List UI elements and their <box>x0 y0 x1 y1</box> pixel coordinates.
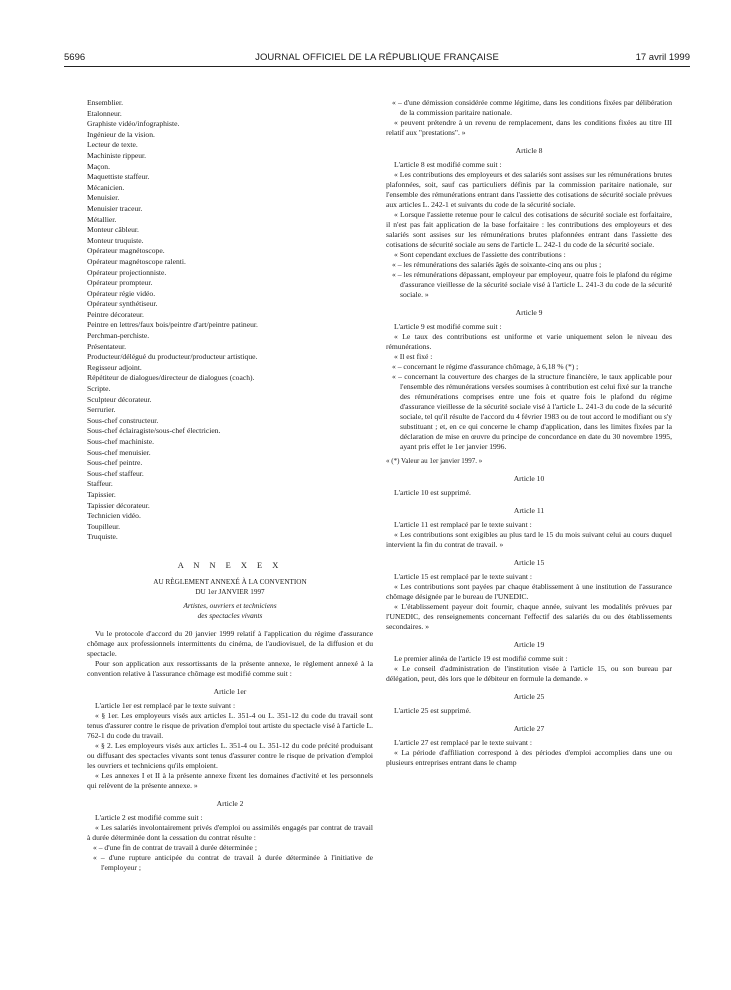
article-paragraph: « Il est fixé : <box>394 352 433 361</box>
profession-item: Menuisier traceur. <box>87 203 143 213</box>
annex-scope-line1: Artistes, ouvriers et techniciens <box>183 600 277 610</box>
profession-item: Opérateur projectionniste. <box>87 267 167 277</box>
dash-item: « – d'une fin de contrat de travail à durée déterminée ; <box>93 842 257 852</box>
profession-item: Menuisier. <box>87 193 120 203</box>
profession-item: Scripte. <box>87 384 111 394</box>
footnote: « (*) Valeur au 1er janvier 1997. » <box>386 457 483 465</box>
page-header <box>64 52 690 66</box>
profession-item: Sous-chef constructeur. <box>87 415 159 425</box>
dash-item: « – concernant la couverture des charges de la structure financière, le taux applicable pour l'ensemble des rémunérations versées soumises à contribution est celui fixé sur la tranche des rémunérations comprises entre une fois et quatre fois le plafond du régime d'assurance vieillesse de la sécurité sociale visé à l'article L. 241-3 du code de la sécurité sociale, tel qu'il résulte de l'accord du 4 février 1983 ou de tout accord le modifiant ou s'y substituant ; et, en ce qui concerne le champ d'application, dans les limites fixées par la déclaration de mise en œuvre du principe de concordance en date du 30 novembre 1995, ayant pris effet le 1er janvier 1996. <box>392 372 672 451</box>
profession-item: Présentateur. <box>87 341 127 351</box>
profession-item: Opérateur synthétiseur. <box>87 299 158 309</box>
profession-item: Opérateur régie vidéo. <box>87 288 156 298</box>
annex-scope-line2: des spectacles vivants <box>197 610 263 620</box>
article-intro: Le premier alinéa de l'article 19 est modifié comme suit : <box>394 654 568 663</box>
profession-item: Peintre en lettres/faux bois/peintre d'art/peintre patineur. <box>87 320 258 330</box>
article-paragraph: « La période d'affiliation correspond à des périodes d'emploi accomplies dans une ou plusieurs entreprises entrant dans le champ <box>386 748 672 767</box>
profession-item: Maçon. <box>87 161 110 171</box>
profession-item: Ingénieur de la vision. <box>87 129 155 139</box>
intro-paragraph: Vu le protocole d'accord du 20 janvier 1999 relatif à l'application du régime d'assurance chômage aux professionnels intermittents du cinéma, de l'audiovisuel, de la diffusion et du spectacle. <box>87 628 373 658</box>
profession-item: Toupilleur. <box>87 521 121 531</box>
article-paragraph: « Les annexes I et II à la présente annexe fixent les domaines d'activité et les personnels qui relèvent de la présente annexe. » <box>87 770 373 790</box>
article-heading: Article 25 <box>513 692 545 701</box>
profession-item: Tapissier décorateur. <box>87 500 150 510</box>
article-paragraph: « Sont cependant exclues de l'assiette des contributions : <box>394 250 566 259</box>
profession-item: Truquiste. <box>87 532 118 542</box>
profession-item: Répétiteur de dialogues/directeur de dialogues (coach). <box>87 373 255 383</box>
article-intro: L'article 2 est modifié comme suit : <box>95 812 203 822</box>
profession-item: Opérateur magnétoscope. <box>87 246 165 256</box>
profession-item: Graphiste vidéo/infographiste. <box>87 119 180 129</box>
professions-list <box>87 98 373 543</box>
profession-item: Opérateur magnétoscope ralenti. <box>87 256 186 266</box>
profession-item: Sculpteur décorateur. <box>87 394 152 404</box>
article-heading: Article 15 <box>513 558 545 567</box>
article-paragraph: « Les contributions sont exigibles au plus tard le 15 du mois suivant celui au cours duquel intervient la fin du contrat de travail. » <box>386 530 672 549</box>
article-intro: L'article 1er est remplacé par le texte suivant : <box>95 700 236 710</box>
article-paragraph: « Le conseil d'administration de l'institution visée à l'article 15, ou son bureau par délégation, peut, dès lors que le débiteur en formule la demande. » <box>386 664 672 683</box>
profession-item: Opérateur prompteur. <box>87 278 153 288</box>
profession-item: Etalonneur. <box>87 108 122 118</box>
article-paragraph: « § 1er. Les employeurs visés aux articles L. 351-4 ou L. 351-12 du code du travail sont tenus d'assurer contre le risque de privation d'emploi tout artiste du spectacle visé à l'article L. 762-1 du code du travail. <box>87 710 373 740</box>
header-rule <box>64 66 690 67</box>
article-paragraph: « Les contributions sont payées par chaque établissement à une institution de l'assurance chômage désignée par le bureau de l'UNEDIC. <box>386 582 672 601</box>
page-number: 5696 <box>64 52 86 63</box>
article-paragraph: « Les salariés involontairement privés d'emploi ou assimilés engagés par contrat de travail à durée déterminée dont la cessation du contrat résulte : <box>87 822 373 842</box>
profession-item: Producteur/délégué du producteur/producteur artistique. <box>87 352 258 362</box>
publication-date: 17 avril 1999 <box>635 52 690 63</box>
article-intro: L'article 8 est modifié comme suit : <box>394 160 502 169</box>
profession-item: Sous-chef peintre. <box>87 458 143 468</box>
article-heading: Article 27 <box>513 724 545 733</box>
profession-item: Lecteur de texte. <box>87 140 138 150</box>
article-intro: L'article 11 est remplacé par le texte suivant : <box>394 520 532 529</box>
article-heading: Article 1er <box>213 686 247 696</box>
journal-title: JOURNAL OFFICIEL DE LA RÉPUBLIQUE FRANÇAISE <box>255 52 499 63</box>
profession-item: Monteur truquiste. <box>87 235 144 245</box>
annex-subtitle: AU RÈGLEMENT ANNEXÉ À LA CONVENTION <box>153 577 307 586</box>
profession-item: Peintre décorateur. <box>87 309 144 319</box>
article-heading: Article 19 <box>513 640 545 649</box>
article-heading: Article 8 <box>515 146 543 155</box>
dash-item: « – les rémunérations des salariés âgés de soixante-cinq ans ou plus ; <box>392 260 602 269</box>
profession-item: Sous-chef éclairagiste/sous-chef électricien. <box>87 426 221 436</box>
profession-item: Regisseur adjoint. <box>87 362 142 372</box>
profession-item: Métallier. <box>87 214 117 224</box>
profession-item: Staffeur. <box>87 479 113 489</box>
article-intro: L'article 27 est remplacé par le texte suivant : <box>394 738 532 747</box>
profession-item: Sous-chef menuisier. <box>87 447 151 457</box>
article-paragraph: « Le taux des contributions est uniforme et varie uniquement selon le niveau des rémunérations. <box>386 332 672 351</box>
article-paragraph: « § 2. Les employeurs visés aux articles L. 351-4 ou L. 351-12 du code précité produisant ou diffusant des spectacles vivants sont tenus d'assurer contre le risque de privation d'emploi les ouvriers et techniciens qu'ils emploient. <box>87 740 373 770</box>
dash-item: « – les rémunérations dépassant, employeur par employeur, quatre fois le plafond du régime d'assurance vieillesse de la sécurité sociale visé à l'article L. 241-3 du code de la sécurité sociale. » <box>392 270 672 299</box>
profession-item: Maquettiste staffeur. <box>87 172 150 182</box>
profession-item: Monteur câbleur. <box>87 225 139 235</box>
dash-item: « – concernant le régime d'assurance chômage, à 6,18 % (*) ; <box>392 362 579 371</box>
profession-item: Sous-chef machiniste. <box>87 437 155 446</box>
profession-item: Ensemblier. <box>87 98 124 107</box>
profession-item: Technicien vidéo. <box>87 511 141 521</box>
article-paragraph: « peuvent prétendre à un revenu de remplacement, dans les conditions fixées au titre III relatif aux "prestations". » <box>386 118 672 137</box>
profession-item: Tapissier. <box>87 489 116 499</box>
profession-item: Machiniste rippeur. <box>87 150 147 160</box>
article-intro: L'article 10 est supprimé. <box>394 488 471 497</box>
dash-item: « – d'une rupture anticipée du contrat de travail à durée déterminée à l'initiative de l'employeur ; <box>93 852 373 872</box>
dash-item: « – d'une démission considérée comme légitime, dans les conditions fixées par délibération de la commission paritaire nationale. <box>392 98 672 117</box>
annex-title: A N N E X E X <box>177 560 283 570</box>
article-heading: Article 11 <box>513 506 545 515</box>
profession-item: Sous-chef staffeur. <box>87 468 144 478</box>
intro-paragraph: Pour son application aux ressortissants de la présente annexe, le règlement annexé à la convention relative à l'assurance chômage est modifié comme suit : <box>87 658 373 678</box>
article-heading: Article 9 <box>515 308 543 317</box>
profession-item: Perchman-perchiste. <box>87 331 150 341</box>
article-paragraph: « Les contributions des employeurs et des salariés sont assises sur les rémunérations brutes plafonnées, soit, sauf cas particuliers définis par la commission paritaire nationale, sur l'ensemble des rémunérations entrant dans l'assiette des cotisations de sécurité sociale prévues aux articles L. 242-1 et suivants du code de la sécurité sociale. <box>386 170 672 209</box>
annex-subtitle-date: DU 1er JANVIER 1997 <box>195 587 265 596</box>
profession-item: Mécanicien. <box>87 182 125 192</box>
right-column <box>386 98 672 768</box>
profession-item: Serrurier. <box>87 405 116 415</box>
article-intro: L'article 25 est supprimé. <box>394 706 471 715</box>
article-heading: Article 10 <box>513 474 545 483</box>
article-paragraph: « Lorsque l'assiette retenue pour le calcul des cotisations de sécurité sociale est forfaitaire, il n'est pas fait application de la base forfaitaire : les contributions des employeurs et des salariés sont assises sur les rémunérations brutes plafonnées entrant dans l'assiette des cotisations de sécurité sociale au sens de l'article L. 242-1 du code de la sécurité sociale. <box>386 210 672 249</box>
article-intro: L'article 15 est remplacé par le texte suivant : <box>394 572 532 581</box>
article-paragraph: « L'établissement payeur doit fournir, chaque année, suivant les modalités prévues par l'UNEDIC, des renseignements concernant l'effectif des salariés du ou des établissements secondaires. » <box>386 602 672 631</box>
article-heading: Article 2 <box>216 798 244 808</box>
article-intro: L'article 9 est modifié comme suit : <box>394 322 502 331</box>
left-column <box>87 98 373 873</box>
